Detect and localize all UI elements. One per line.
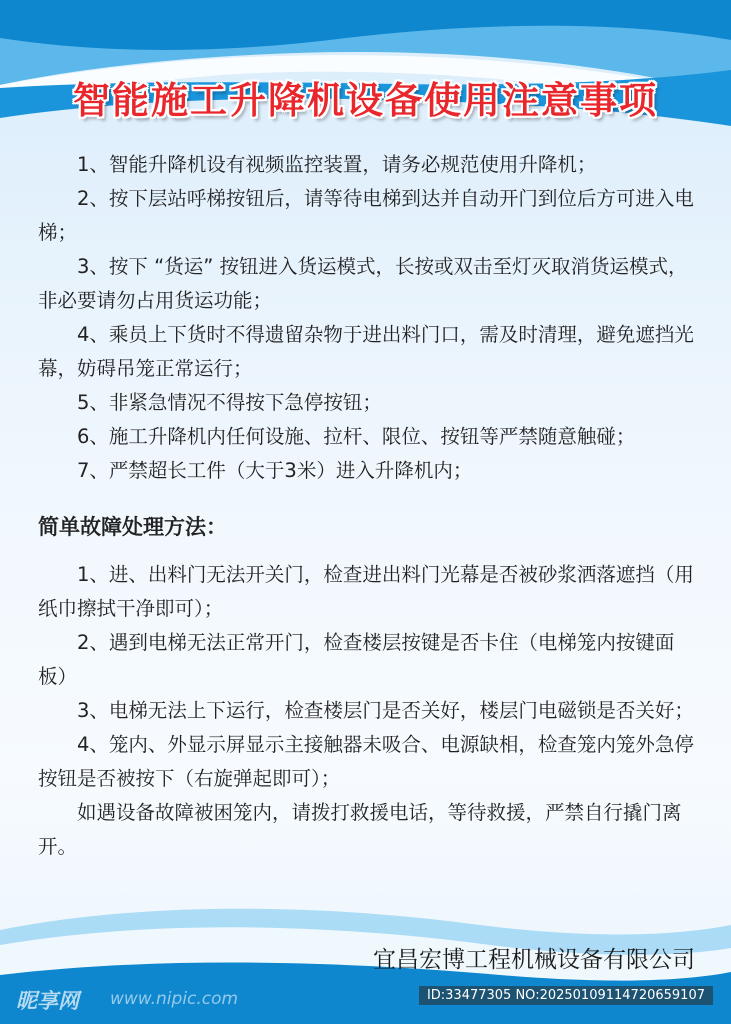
notice-item-2: 2、按下层站呼梯按钮后，请等待电梯到达并自动开门到位后方可进入电梯； (38, 187, 694, 244)
watermark-logo: 昵享网 (16, 989, 79, 1013)
fault-item-3: 3、电梯无法上下运行，检查楼层门是否关好，楼层门电磁锁是否关好； (77, 699, 694, 722)
notice-item-1: 1、智能升降机设有视频监控装置，请务必规范使用升降机； (77, 153, 597, 176)
notice-item-5: 5、非紧急情况不得按下急停按钮； (77, 391, 382, 414)
watermark-url: www.nipic.com (110, 989, 239, 1009)
notice-item-6: 6、施工升降机内任何设施、拉杆、限位、按钮等严禁随意触碰； (77, 425, 636, 448)
notice-content (38, 148, 698, 864)
notice-item-7: 7、严禁超长工件（大于3米）进入升降机内； (77, 459, 473, 482)
fault-item-1: 1、进、出料门无法开关门，检查进出料门光幕是否被砂浆洒落遮挡（用纸巾擦拭干净即可）； (38, 563, 694, 620)
page-title: 智能施工升降机设备使用注意事项 (73, 79, 658, 122)
notice-item-4: 4、乘员上下货时不得遗留杂物于进出料门口，需及时清理，避免遮挡光幕，妨碍吊笼正常运行； (38, 323, 694, 380)
notice-item-3: 3、按下 “货运” 按钮进入货运模式，长按或双击至灯灭取消货运模式，非必要请勿占用货运功能； (38, 255, 688, 312)
company-name: 宜昌宏博工程机械设备有限公司 (373, 947, 695, 973)
watermark-id: ID:33477305 NO:20250109114720659107 (419, 986, 713, 1005)
fault-item-4: 4、笼内、外显示屏显示主接触器未吸合、电源缺相，检查笼内笼外急停按钮是否被按下（右旋弹起即可）； (38, 733, 694, 790)
fault-item-2: 2、遇到电梯无法正常开门，检查楼层按键是否卡住（电梯笼内按键面板） (38, 631, 675, 688)
fault-item-5: 如遇设备故障被困笼内，请拨打救援电话，等待救援，严禁自行撬门离开。 (38, 801, 682, 858)
fault-section-heading: 简单故障处理方法： (38, 515, 227, 539)
